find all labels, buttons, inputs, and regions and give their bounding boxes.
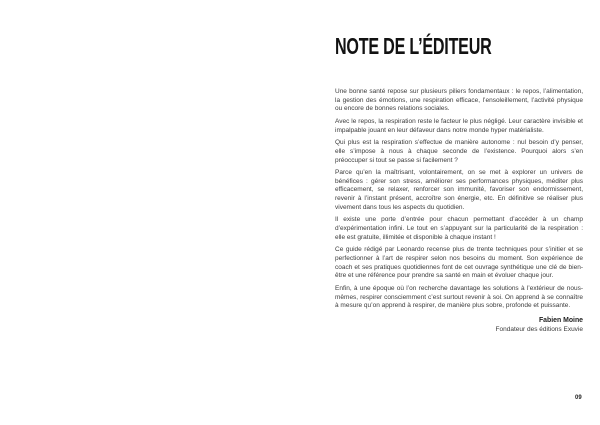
editor-note-paragraph: Ce guide rédigé par Leonardo recense plus de trente techniques pour s’initier et se perfectionner à l’art de respirer selon nos besoins du moment. Son expérience de coach et ses pratiques quotidiennes font de cet ouvrage synthétique une clé de bien-être et une référence pour prendre sa santé en main et évoluer chaque jour.: [335, 246, 583, 280]
editor-note-paragraph: Qui plus est la respiration s’effectue de manière autonome : nul besoin d’y penser, elle s’impose à nous à chaque seconde de l’existence. Pourquoi alors s’en préoccuper si tout se passe si facilement ?: [335, 139, 583, 164]
signature-block: [335, 316, 583, 334]
page-title: NOTE DE L’ÉDITEUR: [335, 33, 492, 59]
editor-note-paragraph: Enfin, à une époque où l’on recherche davantage les solutions à l’extérieur de nous-mêmes, respirer consciemment c’est surtout revenir à soi. On apprend à se connaître à mesure qu’on apprend à respirer, de manière plus sobre, profonde et puissante.: [335, 284, 583, 310]
signature-role: Fondateur des éditions Exuvie: [495, 325, 583, 333]
editor-note-paragraph: Avec le repos, la respiration reste le facteur le plus négligé. Leur caractère invisible et impalpable jouant en leur défaveur dans notre monde hyper matérialiste.: [335, 117, 583, 134]
page-number: 09: [575, 395, 582, 401]
editor-note-paragraph: Il existe une porte d’entrée pour chacun permettant d’accéder à un champ d’expérimentation infini. Le tout en s’appuyant sur la particularité de la respiration : elle est gratuite, illimitée et disponible à chaque instant !: [335, 216, 583, 241]
editor-note-paragraph: Une bonne santé repose sur plusieurs piliers fondamentaux : le repos, l’alimentation, la gestion des émotions, une respiration efficace, l’ensoleillement, l’activité physique ou encore de bonnes relations sociales.: [335, 88, 583, 113]
editor-note-body: [335, 88, 583, 334]
signature-name: Fabien Moine: [538, 316, 583, 324]
editor-note-paragraph: Parce qu’en la maîtrisant, volontairement, on se met à explorer un univers de bénéfices : gérer son stress, améliorer ses performances physiques, méditer plus efficacement, se relaxer, renforcer son immunité, favoriser son endormissement, revenir à l’instant présent, accroître son énergie, etc. En définitive se réaliser plus vivement dans tous les aspects du quotidien.: [335, 169, 583, 211]
